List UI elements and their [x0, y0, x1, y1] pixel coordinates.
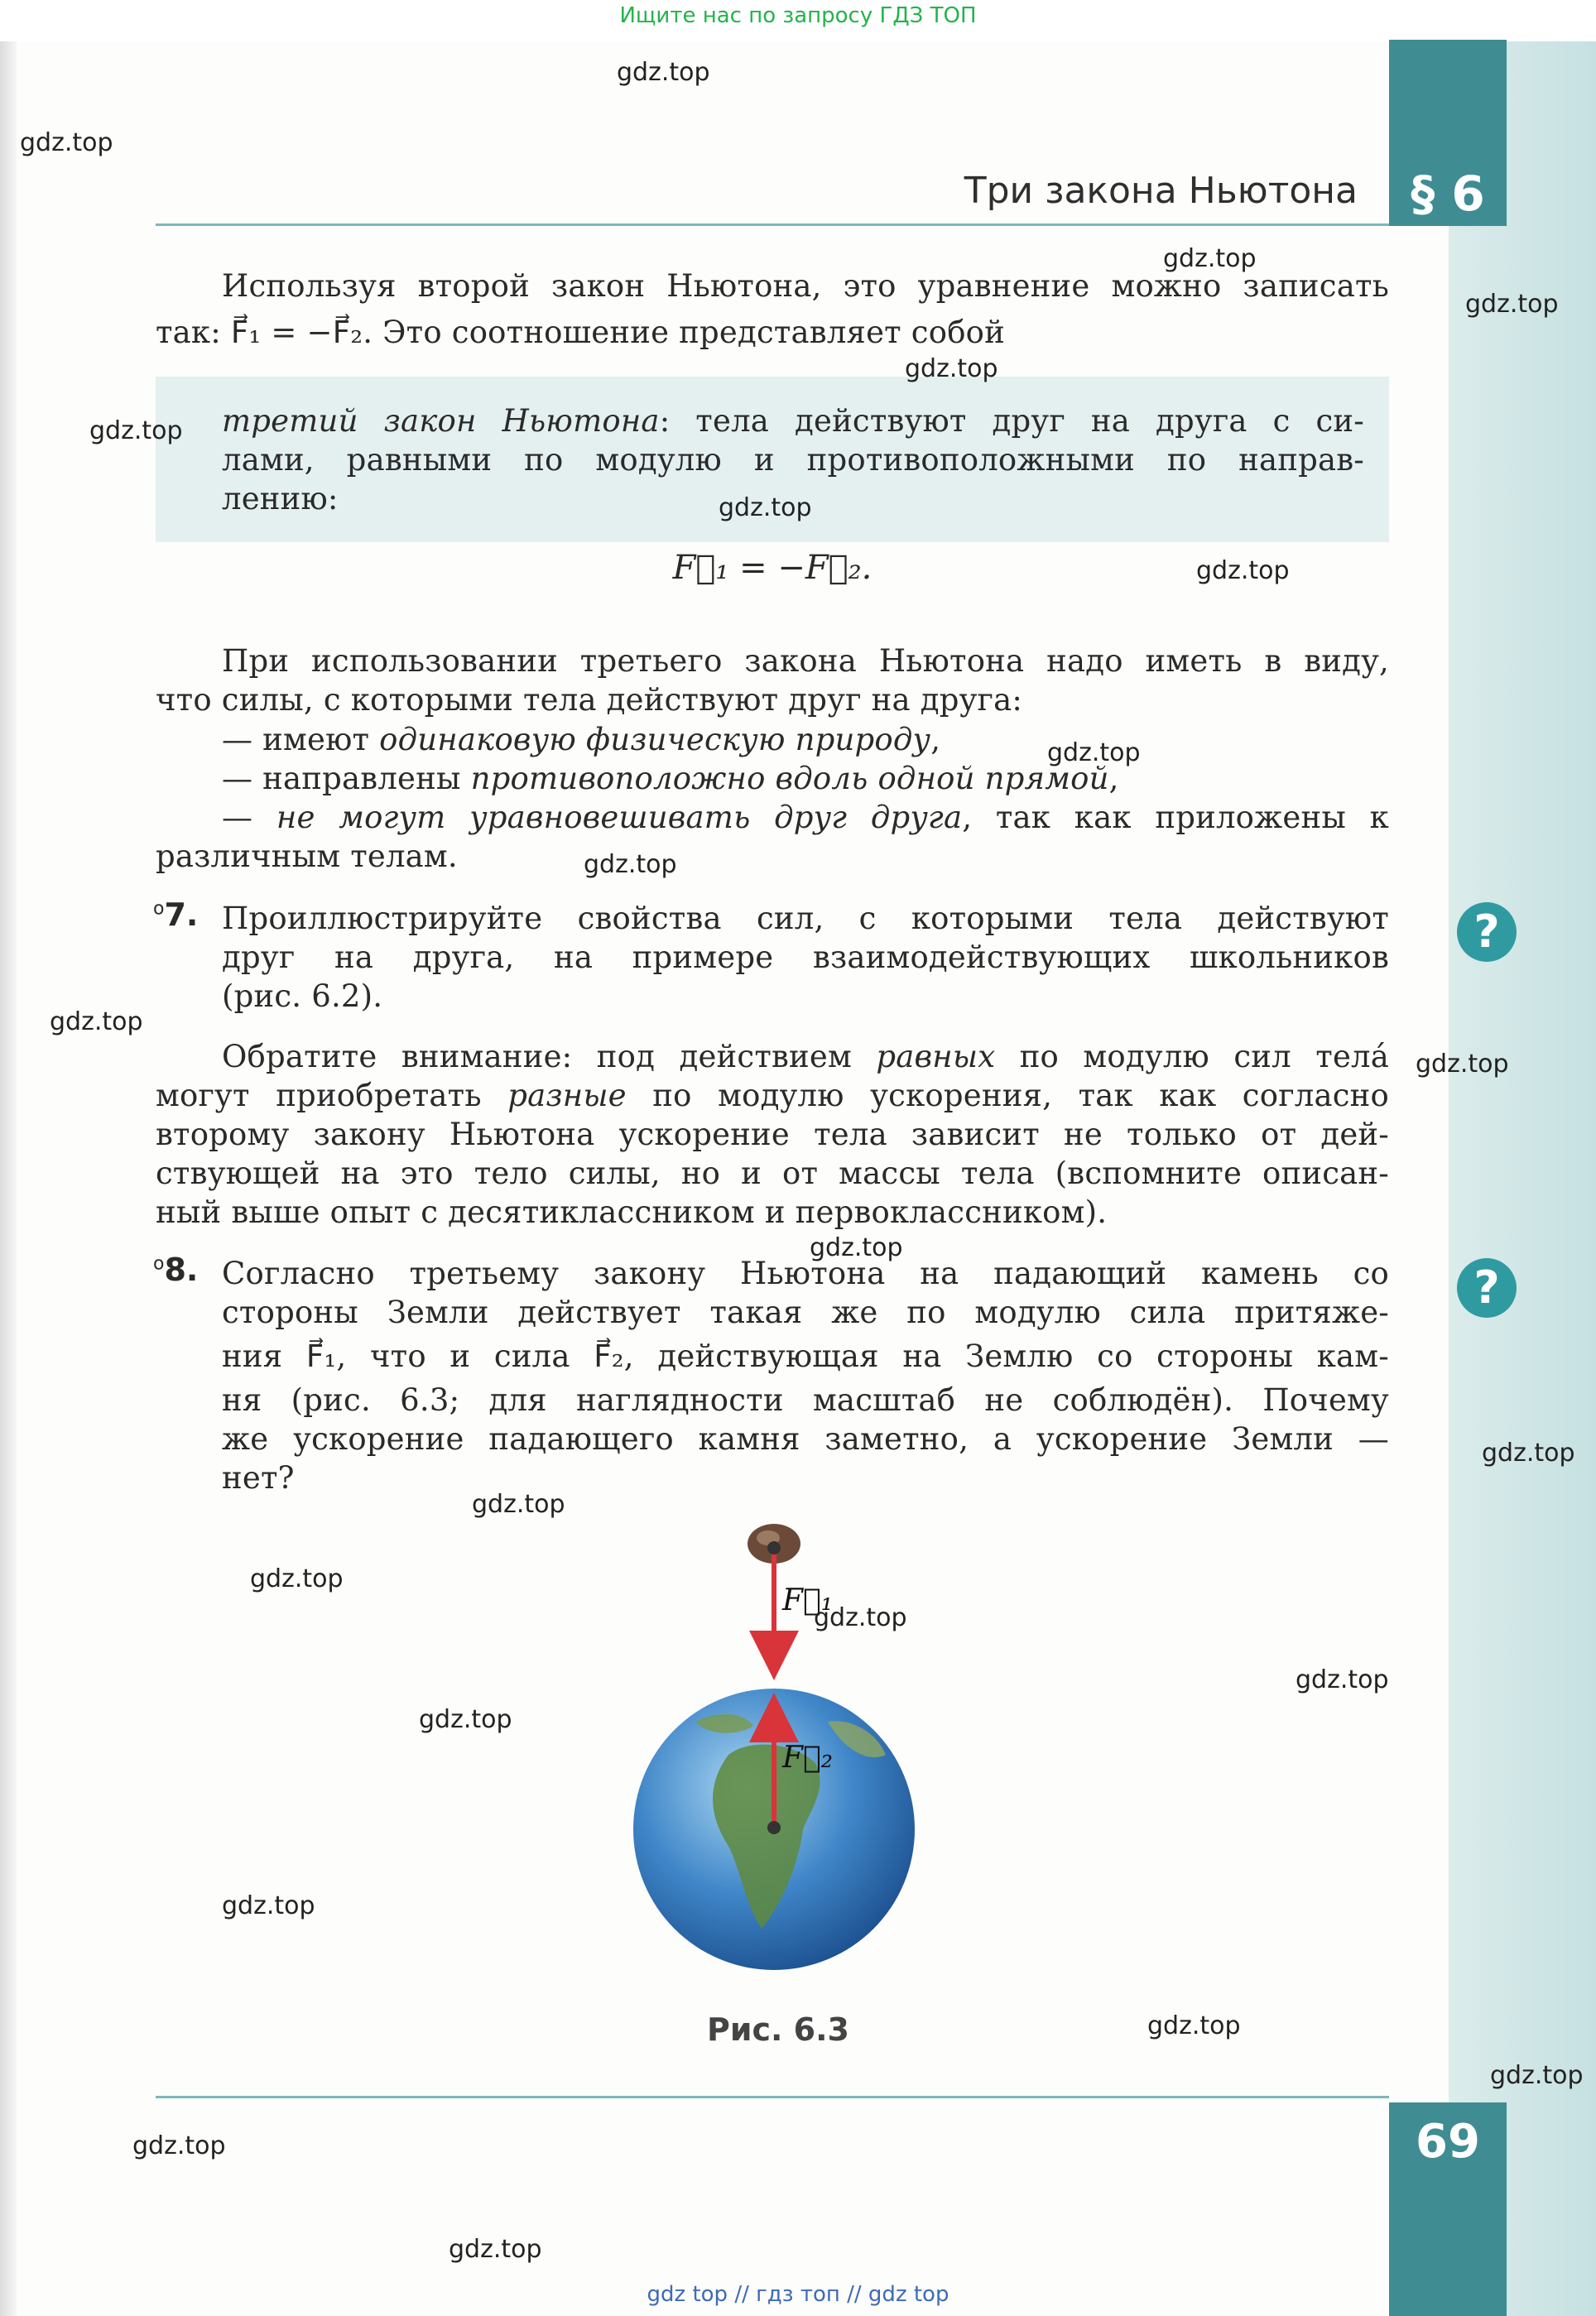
footer-rule	[156, 2096, 1389, 2098]
question-number: $^o$7.	[153, 896, 199, 933]
third-law-formula: F⃗₁ = −F⃗₂.	[672, 549, 873, 587]
paragraph-line: так: F⃗₁ = −F⃗₂. Это соотношение представляет собой	[156, 315, 1006, 350]
watermark: gdz.top	[617, 58, 710, 87]
question-icon[interactable]: ?	[1457, 902, 1517, 962]
f1-label: F⃗₁	[782, 1583, 834, 1617]
watermark: gdz.top	[50, 1007, 143, 1036]
question-line: (рис. 6.2).	[222, 978, 383, 1014]
bullet-item	[222, 720, 1389, 759]
question-number: $^o$8.	[153, 1252, 199, 1288]
watermark: gdz.top	[1465, 290, 1559, 319]
question-line: ня (рис. 6.3; для наглядности масштаб не соблюдён). Почему	[222, 1382, 1389, 1418]
section-number: § 6	[1411, 166, 1485, 222]
law-text: : тела действуют друг на друга с си-	[659, 403, 1364, 439]
bullet-item	[222, 798, 1389, 837]
question-line: друг на друга, на примере взаимодействующих школьников	[222, 939, 1389, 975]
watermark: gdz.top	[89, 416, 183, 445]
watermark: gdz.top	[132, 2131, 226, 2160]
question-icon[interactable]: ?	[1457, 1258, 1517, 1318]
bullet-dash: —	[222, 800, 253, 835]
question-line: ния F⃗₁, что и сила F⃗₂, действующая на Землю со стороны кам-	[222, 1338, 1389, 1374]
law-line: лению:	[222, 481, 339, 517]
watermark: gdz.top	[1296, 1665, 1389, 1694]
f2-label: F⃗₂	[782, 1741, 834, 1775]
bullet-italic: не могут уравновешивать друг друга	[276, 800, 963, 835]
top-banner-link[interactable]: Ищите нас по запросу ГДЗ ТОП	[619, 3, 977, 28]
bullet-italic: противоположно вдоль одной прямой	[470, 761, 1109, 796]
paragraph-line: Обратите внимание: под действием равных по модулю сил тела́	[222, 1039, 1390, 1074]
watermark: gdz.top	[250, 1564, 344, 1593]
watermark: gdz.top	[1163, 244, 1257, 273]
bottom-banner-link[interactable]: gdz top // гдз топ // gdz top	[647, 2282, 949, 2307]
watermark: gdz.top	[584, 850, 677, 879]
bullet-dash: — имеют	[222, 722, 370, 757]
watermark: gdz.top	[719, 493, 812, 522]
bullet-end: ,	[930, 722, 941, 757]
figure-caption: Рис. 6.3	[707, 2011, 849, 2048]
question-line: нет?	[222, 1460, 295, 1496]
law-line: лами, равными по модулю и противоположными по направ-	[222, 442, 1364, 478]
watermark: gdz.top	[814, 1603, 907, 1632]
watermark: gdz.top	[1196, 556, 1290, 585]
watermark: gdz.top	[1147, 2011, 1241, 2040]
bullet-italic: одинаковую физическую природу	[379, 722, 931, 757]
watermark: gdz.top	[810, 1233, 903, 1262]
paragraph-line: второму закону Ньютона ускорение тела зависит не только от дей-	[156, 1117, 1389, 1152]
force-f2-origin	[767, 1821, 781, 1834]
bullet-dash: — направлены	[222, 761, 461, 796]
watermark: gdz.top	[1482, 1439, 1575, 1468]
page-number: 69	[1416, 2115, 1480, 2169]
bullet-item	[222, 759, 1389, 798]
chapter-title: Три закона Ньютона	[964, 170, 1358, 212]
margin-band	[1449, 41, 1596, 2316]
question-line: же ускорение падающего камня заметно, а ускорение Земли —	[222, 1421, 1389, 1457]
question-line: Согласно третьему закону Ньютона на падающий камень со	[222, 1256, 1389, 1291]
law-term: третий закон Ньютона	[222, 403, 660, 439]
watermark: gdz.top	[222, 1891, 315, 1920]
bullet-end: ,	[1108, 761, 1119, 796]
paragraph-line: При использовании третьего закона Ньютона надо иметь в виду,	[222, 643, 1389, 679]
watermark: gdz.top	[1490, 2061, 1584, 2090]
paragraph-line: Используя второй закон Ньютона, это уравнение можно записать	[222, 268, 1389, 304]
bullet-end: , так как приложены к	[962, 800, 1389, 835]
paragraph-line: различным телам.	[156, 838, 458, 874]
figure-stone-earth	[604, 1515, 952, 1978]
watermark: gdz.top	[472, 1490, 565, 1519]
paragraph-line: что силы, с которыми тела действуют друг на друга:	[156, 682, 1023, 718]
header-rule	[156, 223, 1389, 226]
page-spine	[0, 41, 17, 2316]
watermark: gdz.top	[905, 354, 998, 383]
watermark: gdz.top	[449, 2235, 542, 2264]
question-line: стороны Земли действует такая же по модулю сила притяже-	[222, 1295, 1389, 1330]
paragraph-line: могут приобретать разные по модулю ускорения, так как согласно	[156, 1078, 1390, 1113]
watermark: gdz.top	[1047, 738, 1141, 767]
question-line: Проиллюстрируйте свойства сил, с которыми тела действуют	[222, 901, 1389, 936]
watermark: gdz.top	[419, 1705, 512, 1734]
law-line	[222, 401, 1364, 440]
force-f1-origin	[767, 1541, 781, 1554]
watermark: gdz.top	[20, 128, 113, 157]
figure-svg	[604, 1515, 952, 1978]
paragraph-line: ный выше опыт с десятиклассником и первоклассником).	[156, 1194, 1108, 1230]
watermark: gdz.top	[1416, 1050, 1509, 1079]
paragraph-line: ствующей на это тело силы, но и от массы тела (вспомните описан-	[156, 1156, 1389, 1191]
